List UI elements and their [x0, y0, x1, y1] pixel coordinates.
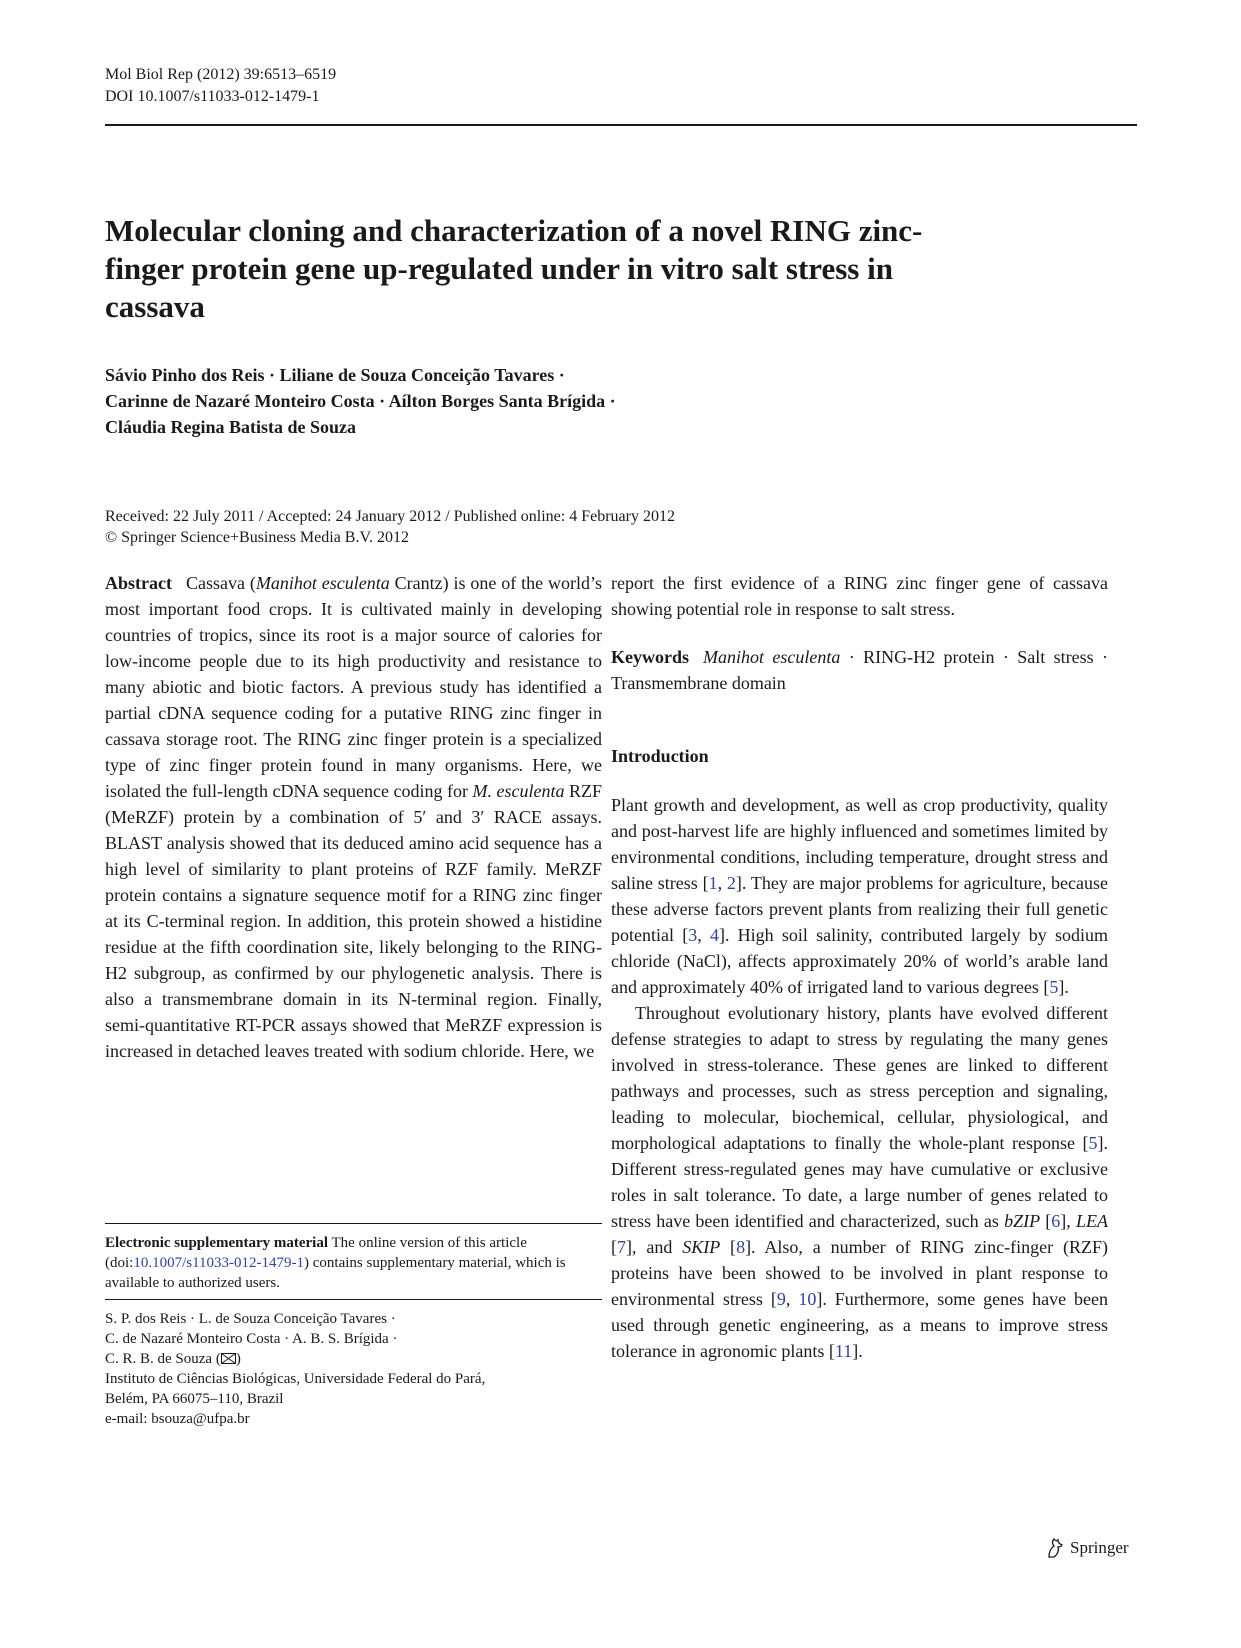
journal-header: [105, 64, 336, 108]
keyword: · RING-H2 protein · Salt stress · Transmembrane domain: [611, 647, 1108, 693]
journal-doi: DOI 10.1007/s11033-012-1479-1: [105, 88, 320, 105]
citation-link[interactable]: 5: [1049, 977, 1059, 997]
springer-horse-icon: [1045, 1537, 1065, 1559]
keywords-label: Keywords: [611, 647, 689, 667]
affiliations: [105, 1309, 602, 1429]
introduction-body: [611, 792, 1108, 1364]
affiliation-line: C. R. B. de Souza ( ): [105, 1351, 241, 1367]
introduction-heading: Introduction: [611, 746, 709, 766]
author-line: Cláudia Regina Batista de Souza: [105, 417, 357, 437]
citation-link[interactable]: 6: [1051, 1211, 1061, 1231]
citation-link[interactable]: 3: [688, 925, 698, 945]
affiliation-line: Instituto de Ciências Biológicas, Universidade Federal do Pará,: [105, 1371, 486, 1387]
article-title: Molecular cloning and characterization of a novel RING zinc-finger protein gene up-regulated under in vitro salt stress in cassava: [105, 213, 923, 324]
author-line: Sávio Pinho dos Reis · Liliane de Souza Conceição Tavares ·: [105, 365, 565, 385]
abstract: Abstract Cassava (Manihot esculenta Crantz) is one of the world’s most important food crops. It is cultivated mainly in developing countries of tropics, since its root is a major source of calories for low-income people due to its high productivity and resistance to many abiotic and biotic factors. A previous study has identified a partial cDNA sequence coding for a putative RING zinc finger in cassava storage root. The RING zinc finger protein is a specialized type of zinc finger protein found in many organisms. Here, we isolated the full-length cDNA sequence coding for M. esculenta RZF (MeRZF) protein by a combination of 5′ and 3′ RACE assays. BLAST analysis showed that its deduced amino acid sequence has a high level of similarity to plant proteins of RZF family. MeRZF protein contains a signature sequence motif for a RING zinc finger at its C-terminal region. In addition, this protein showed a histidine residue at the fifth coordination site, likely belonging to the RING-H2 subgroup, as confirmed by our phylogenetic analysis. There is also a transmembrane domain in its N-terminal region. Finally, semi-quantitative RT-PCR assays showed that MeRZF expression is increased in detached leaves treated with sodium chloride. Here, we: [105, 573, 602, 1061]
citation-link[interactable]: 4: [709, 925, 719, 945]
abstract-continuation: report the first evidence of a RING zinc finger gene of cassava showing potential role in response to salt stress.: [611, 573, 1108, 619]
keywords: [611, 644, 1108, 696]
affiliation-line: C. de Nazaré Monteiro Costa · A. B. S. Brígida ·: [105, 1331, 398, 1347]
author-line: Carinne de Nazaré Monteiro Costa · Aílton Borges Santa Brígida ·: [105, 391, 616, 411]
citation-link[interactable]: 10: [798, 1289, 817, 1309]
publisher-logo: [1045, 1537, 1129, 1559]
citation-link[interactable]: 5: [1088, 1133, 1098, 1153]
paragraph: Plant growth and development, as well as crop productivity, quality and post-harvest life are highly influenced and sometimes limited by environmental conditions, including temperature, drought stress and saline stress [1, 2]. They are major problems for agriculture, because these adverse factors prevent plants from realizing their full genetic potential [3, 4]. High soil salinity, contributed largely by sodium chloride (NaCl), affects approximately 20% of world’s arable land and approximately 40% of irrigated land to various degrees [5].: [611, 795, 1109, 997]
species-name: M. esculenta: [472, 781, 565, 801]
publication-dates: [105, 506, 675, 548]
abstract-label: Abstract: [105, 573, 172, 593]
header-rule: [105, 124, 1137, 126]
citation-link[interactable]: 11: [834, 1341, 853, 1361]
paragraph: Throughout evolutionary history, plants have evolved different defense strategies to adapt to stress by regulating the many genes involved in stress-tolerance. These genes are linked to different pathways and processes, such as stress perception and signaling, leading to molecular, biochemical, cellular, physiological, and morphological adaptations to finally the whole-plant response [5]. Different stress-regulated genes may have cumulative or exclusive roles in salt tolerance. To date, a large number of genes related to stress have been identified and characterized, such as bZIP [6], LEA [7], and SKIP [8]. Also, a number of RING zinc-finger (RZF) proteins have been showed to be involved in plant response to environmental stress [9, 10]. Furthermore, some genes have been used through genetic engineering, as a means to improve stress tolerance in agronomic plants [11].: [611, 1003, 1109, 1361]
citation-link[interactable]: 7: [617, 1237, 626, 1257]
journal-citation: Mol Biol Rep (2012) 39:6513–6519: [105, 66, 337, 83]
doi-link[interactable]: 10.1007/s11033-012-1479-1: [133, 1255, 305, 1271]
esm-label: Electronic supplementary material: [105, 1235, 329, 1251]
footnote-rule: [105, 1299, 602, 1300]
publisher-name: Springer: [1070, 1538, 1129, 1557]
copyright: © Springer Science+Business Media B.V. 2012: [105, 529, 409, 546]
envelope-icon: [221, 1353, 236, 1364]
footnote-rule: [105, 1223, 602, 1224]
keyword: Manihot esculenta: [703, 647, 841, 667]
affiliation-line: Belém, PA 66075–110, Brazil: [105, 1391, 284, 1407]
esm-note: Electronic supplementary material The online version of this article (doi:10.1007/s11033-012-1479-1) contains supplementary material, which is available to authorized users.: [105, 1235, 566, 1291]
citation-link[interactable]: 2: [726, 873, 736, 893]
citation-link[interactable]: 8: [736, 1237, 746, 1257]
citation-link[interactable]: 1: [708, 873, 718, 893]
author-list: [105, 362, 905, 440]
email: e-mail: bsouza@ufpa.br: [105, 1411, 250, 1427]
citation-link[interactable]: 9: [776, 1289, 786, 1309]
species-name: Manihot esculenta: [255, 573, 390, 593]
affiliation-line: S. P. dos Reis · L. de Souza Conceição Tavares ·: [105, 1311, 396, 1327]
date-history: Received: 22 July 2011 / Accepted: 24 January 2012 / Published online: 4 February 2012: [105, 508, 675, 525]
